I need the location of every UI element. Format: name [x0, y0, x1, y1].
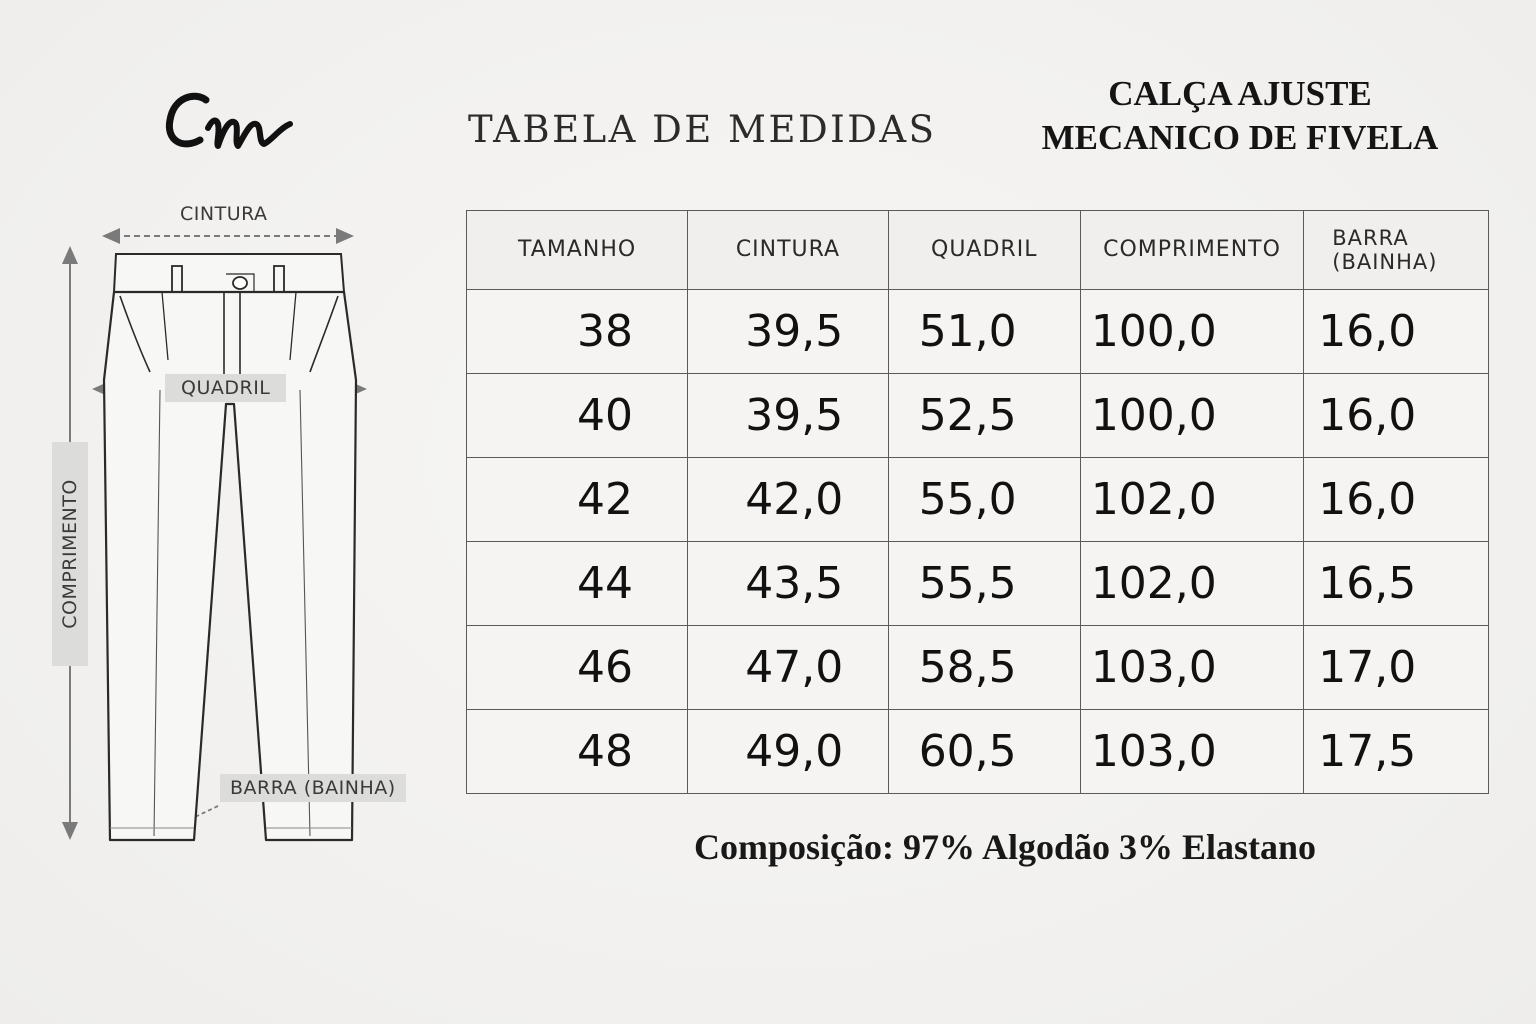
cell-hip: 55,0	[888, 458, 1080, 542]
cell-hip: 51,0	[888, 290, 1080, 374]
cell-waist: 42,0	[688, 458, 888, 542]
cell-length: 102,0	[1080, 458, 1303, 542]
header-hip: QUADRIL	[888, 211, 1080, 290]
length-label-text: COMPRIMENTO	[59, 479, 81, 629]
header-length: COMPRIMENTO	[1080, 211, 1303, 290]
hem-label: BARRA (BAINHA)	[220, 774, 406, 802]
header-size: TAMANHO	[467, 211, 688, 290]
cell-hem: 17,0	[1304, 626, 1489, 710]
table-header-row	[467, 211, 1489, 290]
header-hem-line-2: (BAINHA)	[1332, 250, 1438, 274]
cell-waist: 39,5	[688, 290, 888, 374]
table-row	[467, 710, 1489, 794]
header-hem	[1304, 211, 1489, 290]
hip-label: QUADRIL	[165, 374, 286, 402]
cell-size: 38	[467, 290, 688, 374]
length-label	[52, 442, 88, 666]
cell-waist: 49,0	[688, 710, 888, 794]
cell-waist: 43,5	[688, 542, 888, 626]
table-row	[467, 626, 1489, 710]
cell-length: 102,0	[1080, 542, 1303, 626]
cell-hem: 16,5	[1304, 542, 1489, 626]
cell-size: 44	[467, 542, 688, 626]
cell-length: 103,0	[1080, 626, 1303, 710]
cell-waist: 47,0	[688, 626, 888, 710]
table-row	[467, 374, 1489, 458]
size-table	[466, 210, 1489, 794]
cell-length: 100,0	[1080, 290, 1303, 374]
product-title	[1010, 72, 1470, 160]
cell-size: 48	[467, 710, 688, 794]
table-row	[467, 290, 1489, 374]
cell-hip: 52,5	[888, 374, 1080, 458]
header-waist: CINTURA	[688, 211, 888, 290]
page-title: TABELA DE MEDIDAS	[468, 108, 937, 151]
cell-length: 100,0	[1080, 374, 1303, 458]
cell-hip: 58,5	[888, 626, 1080, 710]
trousers-diagram	[0, 0, 460, 900]
header-hem-line-1: BARRA	[1332, 226, 1409, 250]
waist-label: CINTURA	[180, 203, 268, 225]
cell-hip: 55,5	[888, 542, 1080, 626]
product-title-line-1: CALÇA AJUSTE	[1108, 74, 1372, 113]
cell-hem: 17,5	[1304, 710, 1489, 794]
cell-length: 103,0	[1080, 710, 1303, 794]
cell-waist: 39,5	[688, 374, 888, 458]
cell-size: 46	[467, 626, 688, 710]
cell-size: 40	[467, 374, 688, 458]
composition-text: Composição: 97% Algodão 3% Elastano	[693, 827, 1317, 867]
cell-hem: 16,0	[1304, 374, 1489, 458]
cell-hem: 16,0	[1304, 290, 1489, 374]
product-title-line-2: MECANICO DE FIVELA	[1041, 118, 1439, 157]
cell-hem: 16,0	[1304, 458, 1489, 542]
cell-size: 42	[467, 458, 688, 542]
table-row	[467, 458, 1489, 542]
cell-hip: 60,5	[888, 710, 1080, 794]
table-row	[467, 542, 1489, 626]
